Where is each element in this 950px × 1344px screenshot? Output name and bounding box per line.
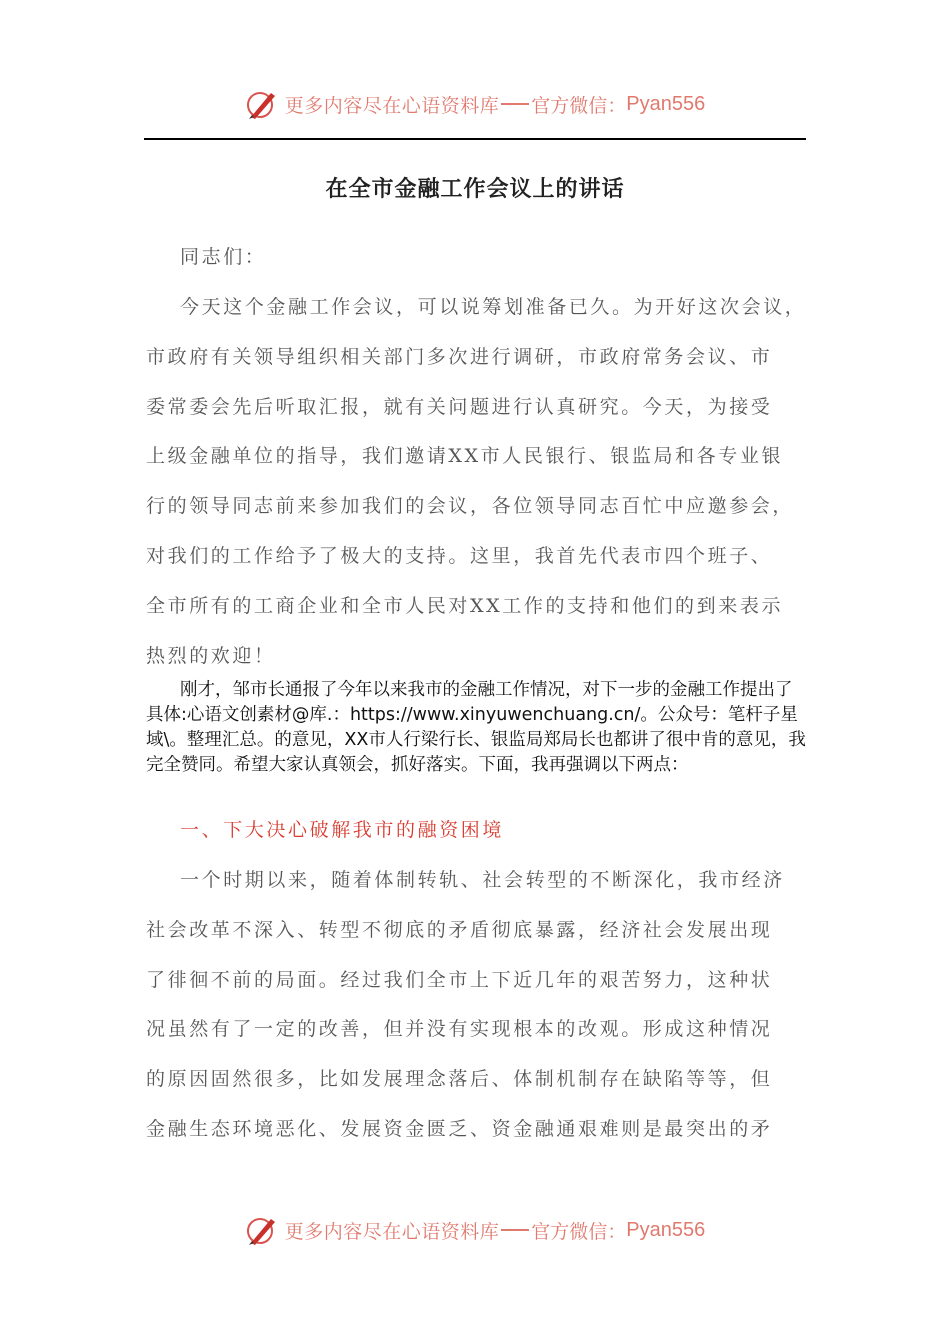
header-banner — [0, 84, 950, 124]
para3-line: 了徘徊不前的局面。经过我们全市上下近几年的艰苦努力，这种状 — [146, 969, 773, 991]
para3-line: 一个时期以来，随着体制转轨、社会转型的不断深化，我市经济 — [180, 869, 785, 891]
header-rule — [144, 138, 806, 140]
header-banner-id: Pyan556 — [626, 92, 706, 115]
para1-line: 委常委会先后听取汇报，就有关问题进行认真研究。今天，为接受 — [146, 396, 773, 418]
section-heading-1: 一、下大决心破解我市的融资困境 — [180, 819, 505, 841]
para1-line: 行的领导同志前来参加我们的会议，各位领导同志百忙中应邀参会， — [146, 495, 795, 517]
pen-logo-icon — [245, 1213, 279, 1247]
salutation: 同志们： — [180, 246, 267, 268]
document-title: 在全市金融工作会议上的讲话 — [325, 176, 625, 202]
para3-line: 金融生态环境恶化、发展资金匮乏、资金融通艰难则是最突出的矛 — [146, 1118, 773, 1140]
para3-line: 的原因固然很多，比如发展理念落后、体制机制存在缺陷等等，但 — [146, 1068, 773, 1090]
header-banner-text: 更多内容尽在心语资料库 — [284, 94, 500, 117]
para3-line: 况虽然有了一定的改善，但并没有实现根本的改观。形成这种情况 — [146, 1018, 773, 1040]
para1-line: 市政府有关领导组织相关部门多次进行调研，市政府常务会议、市 — [146, 346, 773, 368]
para1-line: 对我们的工作给予了极大的支持。这里，我首先代表市四个班子、 — [146, 545, 773, 567]
footer-banner-text: 更多内容尽在心语资料库 — [284, 1220, 500, 1243]
para1-line: 上级金融单位的指导，我们邀请XX市人民银行、银监局和各专业银 — [146, 445, 784, 467]
pen-logo-icon — [245, 87, 279, 121]
para1-line: 全市所有的工商企业和全市人民对XX工作的支持和他们的到来表示 — [146, 595, 784, 617]
para3-line: 社会改革不深入、转型不彻底的矛盾彻底暴露，经济社会发展出现 — [146, 919, 773, 941]
para2: 刚才，邹市长通报了今年以来我市的金融工作情况，对下一步的金融工作提出了具体:心语文创素材@库.：https://www.xinyuwenchuang.cn/。公众号：笔杆子星域\。整理汇总。的意见，XX市人行梁行长、银监局郑局长也都讲了很中肯的意见，我完全赞同。希望大家认真领会，抓好落实。下面，我再强调以下两点： — [146, 680, 806, 775]
para1-line: 热烈的欢迎！ — [146, 645, 276, 667]
header-banner-sub: 官方微信： — [531, 94, 627, 117]
footer-banner-sub: 官方微信： — [531, 1220, 627, 1243]
footer-banner-dash — [501, 1229, 529, 1231]
footer-banner — [0, 1210, 950, 1250]
footer-banner-id: Pyan556 — [626, 1218, 706, 1241]
header-banner-dash — [501, 103, 529, 105]
para1-line: 今天这个金融工作会议，可以说筹划准备已久。为开好这次会议， — [180, 296, 807, 318]
